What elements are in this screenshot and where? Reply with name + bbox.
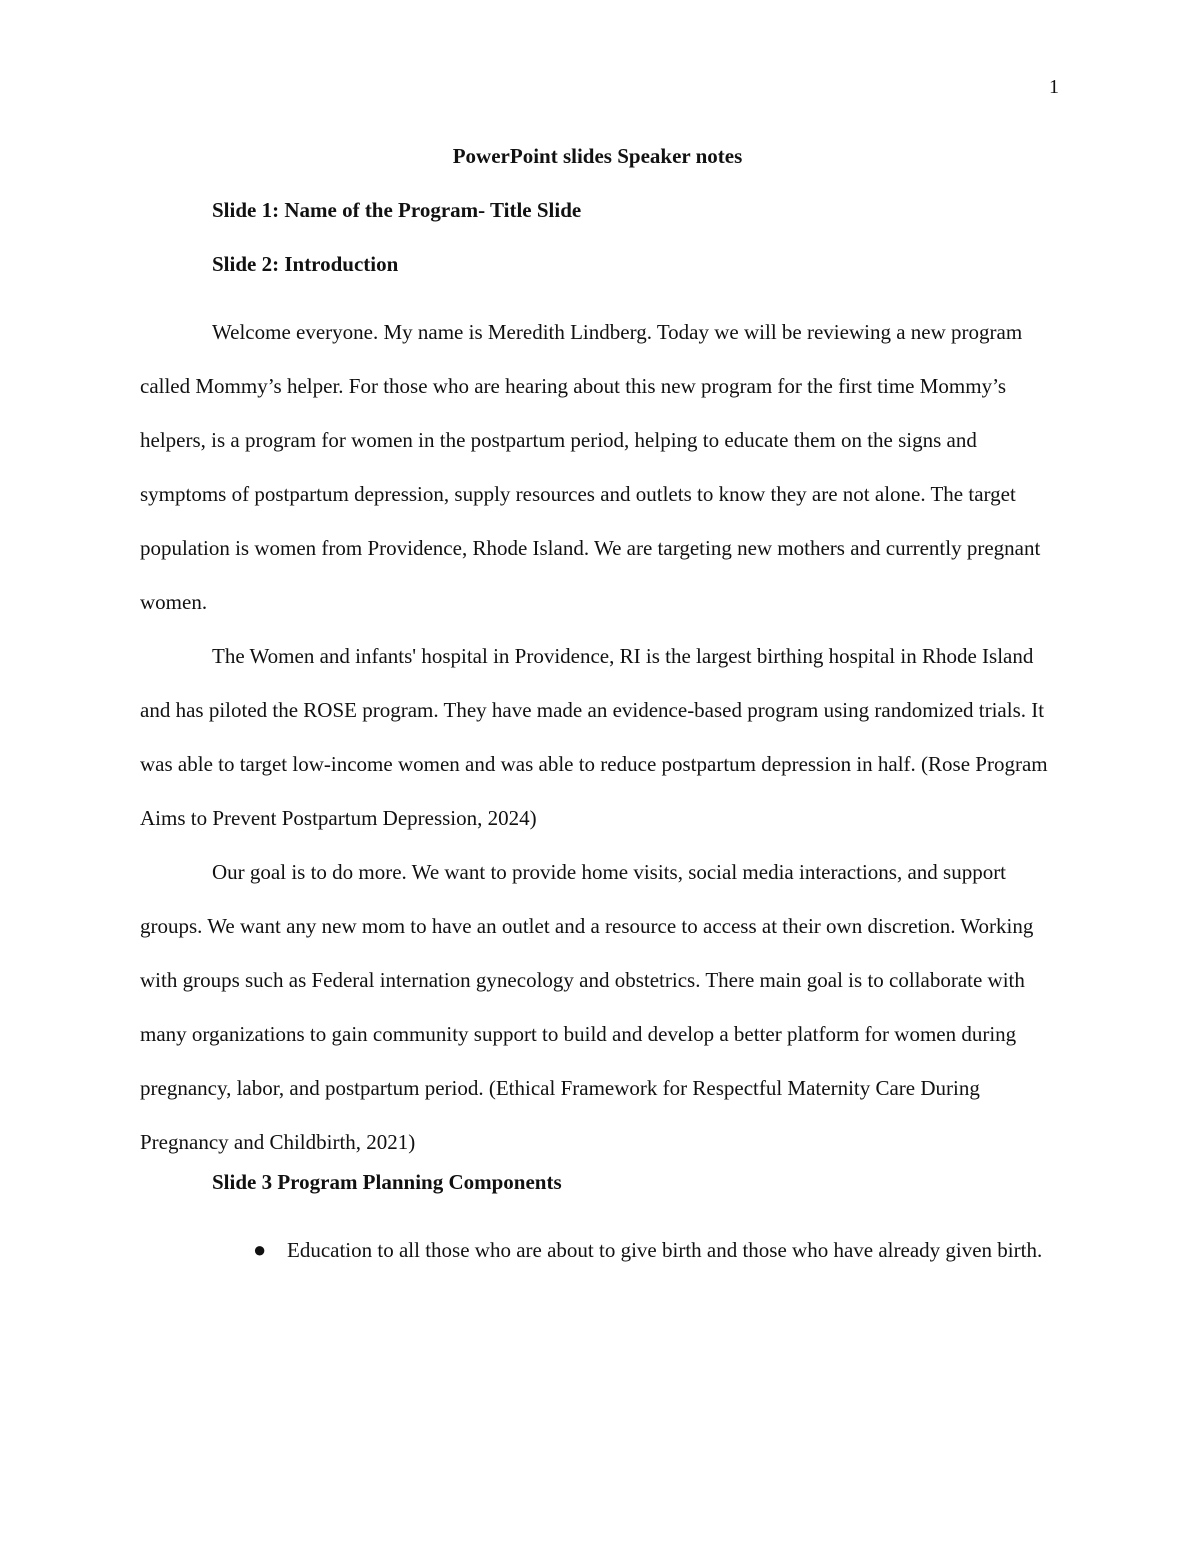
slide-3-heading: Slide 3 Program Planning Components xyxy=(212,1170,562,1194)
goal-paragraph: Our goal is to do more. We want to provide home visits, social media interactions, and support groups. We want any new mom to have an outlet and a resource to access at their own discretion. Working with groups such as Federal internation gynecology and obstetrics. There main goal is to collaborate with many organizations to gain community support to build and develop a better platform for women during pregnancy, labor, and postpartum period. (Ethical Framework for Respectful Maternity Care During Pregnancy and Childbirth, 2021) xyxy=(140,860,1034,1154)
slide-1-heading: Slide 1: Name of the Program- Title Slide xyxy=(212,198,582,222)
slide-3-bullet-list xyxy=(140,1223,1055,1277)
bullet-icon: ● xyxy=(253,1237,267,1262)
intro-paragraph: Welcome everyone. My name is Meredith Lindberg. Today we will be reviewing a new program called Mommy’s helper. For those who are hearing about this new program for the first time Mommy’s helpers, is a program for women in the postpartum period, helping to educate them on the signs and symptoms of postpartum depression, supply resources and outlets to know they are not alone. The target population is women from Providence, Rhode Island. We are targeting new mothers and currently pregnant women. xyxy=(140,320,1041,614)
rose-program-paragraph: The Women and infants' hospital in Providence, RI is the largest birthing hospital in Rhode Island and has piloted the ROSE program. They have made an evidence-based program using randomized trials. It was able to target low-income women and was able to reduce postpartum depression in half. (Rose Program Aims to Prevent Postpartum Depression, 2024) xyxy=(140,644,1048,830)
slide-2-heading: Slide 2: Introduction xyxy=(212,252,399,276)
document-body xyxy=(140,143,1055,1277)
list-item-text: Education to all those who are about to give birth and those who have already given birth. xyxy=(287,1238,1043,1262)
document-title: PowerPoint slides Speaker notes xyxy=(452,144,743,168)
page-number: 1 xyxy=(1049,76,1059,98)
list-item xyxy=(140,1223,1055,1277)
